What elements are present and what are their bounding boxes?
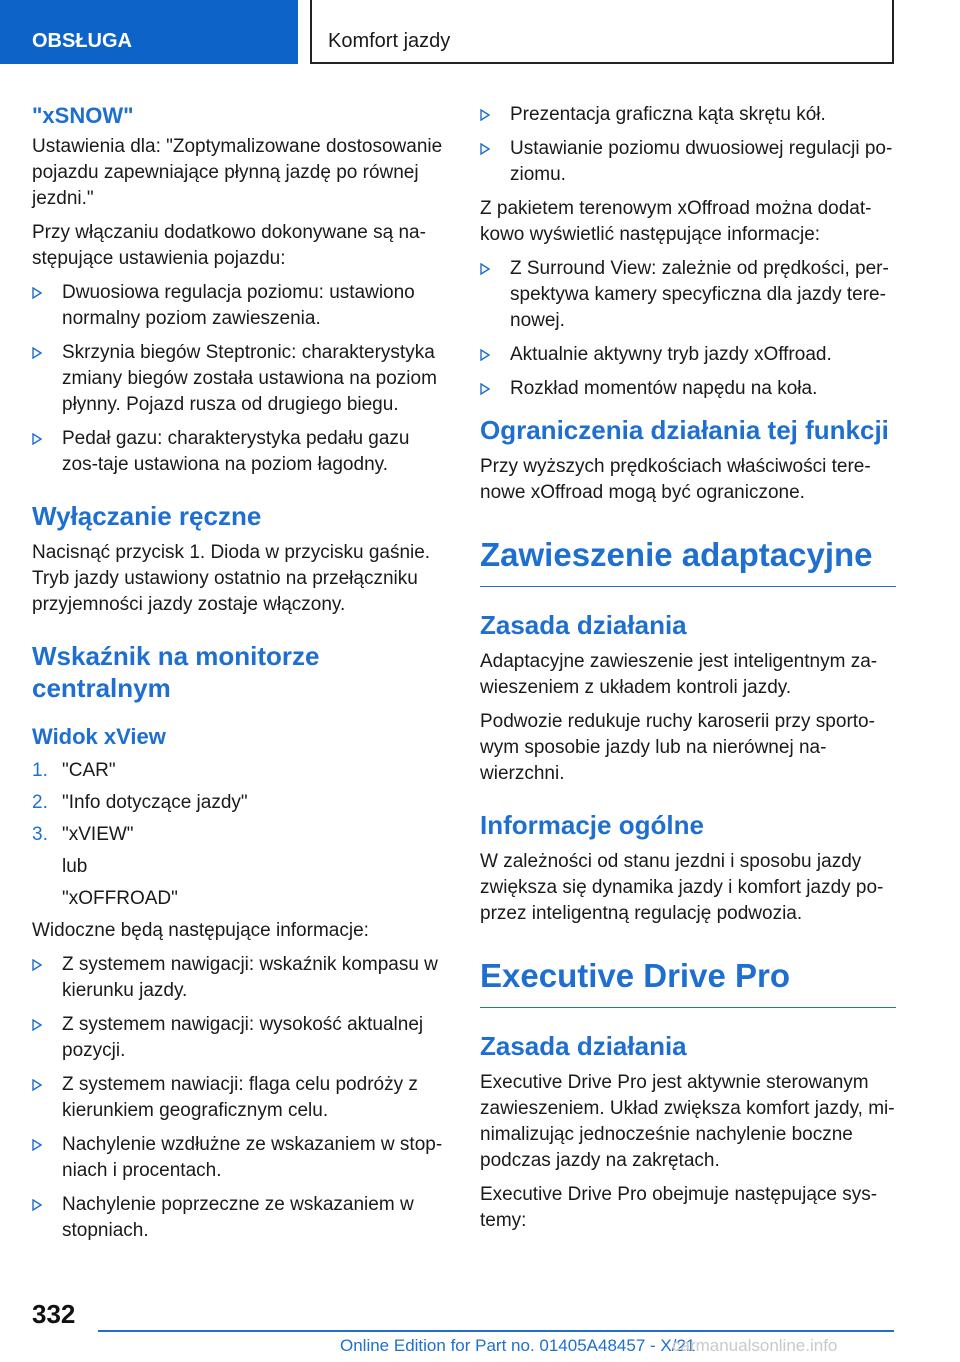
- edp-paragraph-2: Executive Drive Pro obejmuje następujące sys-temy:: [480, 1184, 878, 1231]
- xview-list: [32, 758, 450, 848]
- left-column: [32, 102, 450, 1252]
- xview-or: lub: [62, 856, 88, 877]
- footer-rule: [98, 1330, 894, 1332]
- triangle-bullet-icon: [480, 143, 490, 155]
- xsnow-list: [32, 280, 450, 478]
- manual-off-heading: Wyłączanie ręczne: [32, 501, 262, 531]
- edition-text: Online Edition for Part no. 01405A48457 - X/21: [340, 1336, 696, 1355]
- xview-alt: "xOFFROAD": [62, 888, 178, 909]
- list-item: Nachylenie poprzeczne ze wskazaniem w stopniach.: [32, 1192, 450, 1244]
- adaptive-paragraph-2: Podwozie redukuje ruchy karoserii przy sporto-wym sposobie jazdy lub na nierównej na-wierzchni.: [480, 711, 875, 784]
- list-item: Rozkład momentów napędu na koła.: [480, 376, 896, 402]
- visible-info-paragraph: Widoczne będą następujące informacje:: [32, 920, 369, 941]
- list-item: 1. "CAR": [32, 760, 116, 781]
- list-item: Z systemem nawiacji: flaga celu podróży z kierunkiem geograficznym celu.: [32, 1072, 450, 1124]
- offroad-list: [480, 256, 896, 402]
- triangle-bullet-icon: [32, 347, 42, 359]
- triangle-bullet-icon: [32, 959, 42, 971]
- section-tab: OBSŁUGA: [0, 0, 298, 64]
- offroad-paragraph: Z pakietem terenowym xOffroad można dodat-kowo wyświetlić następujące informacje:: [480, 198, 872, 245]
- general-info-paragraph: W zależności od stanu jezdni i sposobu jazdy zwiększa się dynamika jazdy i komfort jazdy po-przez inteligentną regulację podwozia.: [480, 851, 884, 924]
- xsnow-paragraph-2: Przy włączaniu dodatkowo dokonywane są na-stępujące ustawienia pojazdu:: [32, 222, 426, 269]
- triangle-bullet-icon: [32, 1079, 42, 1091]
- list-item: 2. "Info dotyczące jazdy": [32, 792, 248, 813]
- triangle-bullet-icon: [480, 349, 490, 361]
- xsnow-heading: "xSNOW": [32, 103, 134, 128]
- edp-paragraph-1: Executive Drive Pro jest aktywnie sterowanym zawieszeniem. Układ zwiększa komfort jazdy, mi-nimalizując jednocześnie nachylenie boczne podczas jazdy na zakrętach.: [480, 1072, 895, 1171]
- list-item: Ustawianie poziomu dwuosiowej regulacji po-ziomu.: [480, 136, 896, 188]
- triangle-bullet-icon: [480, 263, 490, 275]
- manual-off-paragraph: Nacisnąć przycisk 1. Dioda w przycisku gaśnie. Tryb jazdy ustawiony ostatnio na przełączniku przyjemności jazdy zostaje włączony.: [32, 542, 431, 615]
- adaptive-paragraph-1: Adaptacyjne zawieszenie jest inteligentnym za-wieszeniem z układem kontroli jazdy.: [480, 651, 878, 698]
- list-item: Skrzynia biegów Steptronic: charakterystyka zmiany biegów została ustawiona na poziom płynny. Pojazd rusza od drugiego biegu.: [32, 340, 450, 418]
- adaptive-suspension-heading: Zawieszenie adaptacyjne: [480, 534, 896, 587]
- list-item: Aktualnie aktywny tryb jazdy xOffroad.: [480, 342, 896, 368]
- triangle-bullet-icon: [480, 383, 490, 395]
- triangle-bullet-icon: [480, 109, 490, 121]
- executive-drive-pro-heading: Executive Drive Pro: [480, 955, 896, 1008]
- list-item: Z systemem nawigacji: wysokość aktualnej pozycji.: [32, 1012, 450, 1064]
- list-item: Dwuosiowa regulacja poziomu: ustawiono normalny poziom zawieszenia.: [32, 280, 450, 332]
- limits-heading: Ograniczenia działania tej funkcji: [480, 415, 889, 445]
- list-item: Pedał gazu: charakterystyka pedału gazu zos-taje ustawiona na poziom łagodny.: [32, 426, 450, 478]
- xsnow-paragraph-1: Ustawienia dla: "Zoptymalizowane dostosowanie pojazdu zapewniające płynną jazdę po równej jezdni.": [32, 136, 443, 209]
- page-number: 332: [32, 1299, 76, 1329]
- chapter-title: Komfort jazdy: [310, 0, 894, 64]
- general-info-heading: Informacje ogólne: [480, 810, 704, 840]
- list-item: Z Surround View: zależnie od prędkości, per-spektywa kamery specyficzna dla jazdy tere-nowej.: [480, 256, 896, 334]
- list-item: Prezentacja graficzna kąta skrętu kół.: [480, 102, 896, 128]
- triangle-bullet-icon: [32, 1199, 42, 1211]
- list-item: Z systemem nawigacji: wskaźnik kompasu w kierunku jazdy.: [32, 952, 450, 1004]
- triangle-bullet-icon: [32, 433, 42, 445]
- adaptive-principle-heading: Zasada działania: [480, 610, 687, 640]
- limits-paragraph: Przy wyższych prędkościach właściwości tere-nowe xOffroad mogą być ograniczone.: [480, 456, 871, 503]
- right-column: [480, 102, 896, 1242]
- watermark: carmanualsonline.info: [672, 1336, 838, 1355]
- edp-principle-heading: Zasada działania: [480, 1031, 687, 1061]
- visible-info-list: [32, 952, 450, 1244]
- monitor-heading: Wskaźnik na monitorze centralnym: [32, 641, 320, 703]
- list-item: Nachylenie wzdłużne ze wskazaniem w stop-niach i procentach.: [32, 1132, 450, 1184]
- triangle-bullet-icon: [32, 1019, 42, 1031]
- triangle-bullet-icon: [32, 1139, 42, 1151]
- list-item: 3. "xVIEW": [32, 824, 134, 845]
- xview-heading: Widok xView: [32, 724, 166, 749]
- display-list: [480, 102, 896, 188]
- triangle-bullet-icon: [32, 287, 42, 299]
